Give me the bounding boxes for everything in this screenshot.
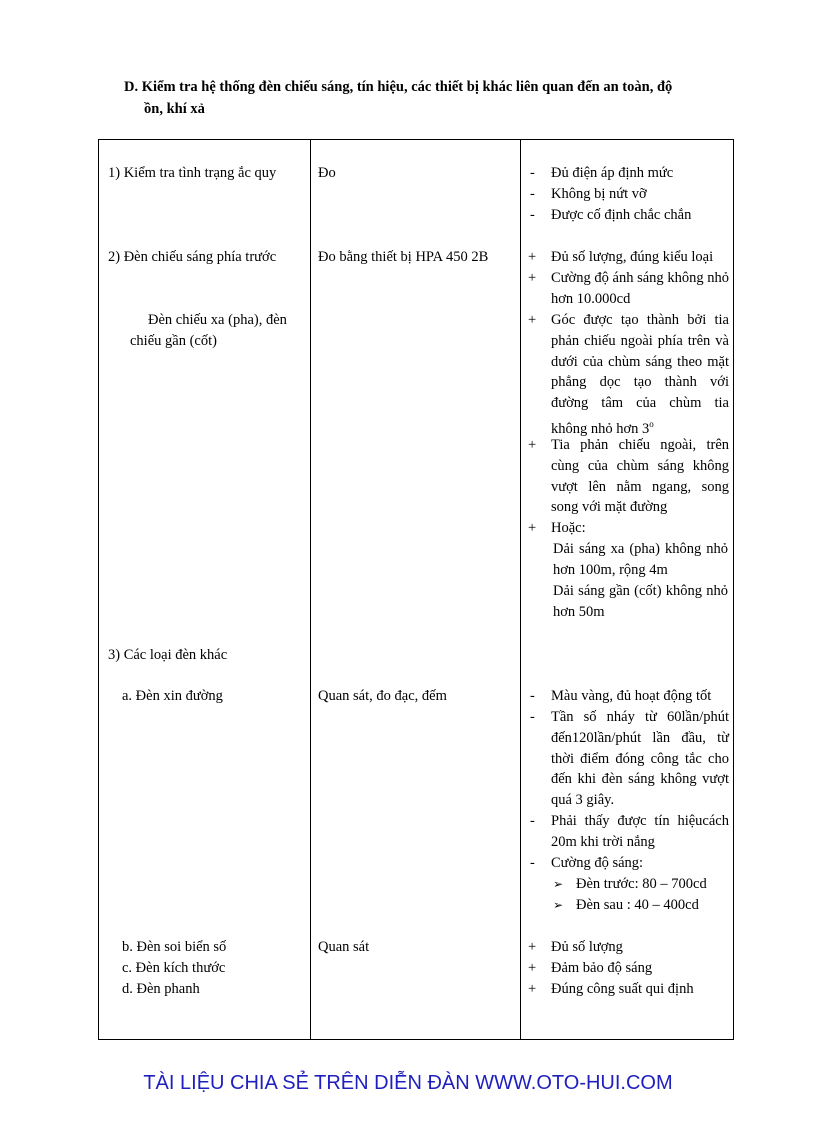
row2-req-5: Hoặc: [551, 520, 586, 536]
dash-marker: - [530, 207, 535, 223]
dash-marker: - [530, 165, 535, 181]
row3bcd-method: Quan sát [318, 939, 370, 955]
dash-marker: - [530, 688, 535, 704]
row2-item: 2) Đèn chiếu sáng phía trước [108, 249, 277, 265]
row3c-item: c. Đèn kích thước [122, 960, 226, 976]
degree-sup: o [649, 418, 654, 429]
row3b-item: b. Đèn soi biển số [122, 939, 227, 955]
row3d-item: d. Đèn phanh [122, 981, 200, 997]
row2-req-3-text: Góc được tạo thành bởi tia phản chiếu ngoài phía trên và dưới của chùm sáng theo mặt phẳng dọc tạo thành với đường tâm của chùm tia không nhỏ hơn 3 [551, 312, 729, 437]
row2-req-5a: Dải sáng xa (pha) không nhỏ hơn 100m, rộng 4m [553, 541, 728, 578]
row2-req-4: Tia phản chiếu ngoài, trên cùng của chùm sáng không vượt lên nằm ngang, song song với mặt đường [551, 437, 729, 516]
column-divider-2 [520, 140, 521, 1039]
plus-marker: + [528, 960, 537, 976]
row1-req-1: Đủ điện áp định mức [551, 165, 674, 181]
row2-sub-line-2: chiếu gần (cốt) [130, 333, 217, 349]
row3bcd-req-2: Đảm bảo độ sáng [551, 960, 653, 976]
row3a-front-light: Đèn trước: 80 – 700cd [576, 876, 707, 892]
row3a-req-1: Màu vàng, đủ hoạt động tốt [551, 688, 712, 704]
row1-req-3: Được cố định chắc chắn [551, 207, 692, 223]
row3a-req-4: Cường độ sáng: [551, 855, 644, 871]
plus-marker: + [528, 270, 537, 286]
row3-item: 3) Các loại đèn khác [108, 647, 228, 663]
row2-sub-line-1: Đèn chiếu xa (pha), đèn [148, 312, 287, 328]
row2-req-2: Cường độ ánh sáng không nhỏ hơn 10.000cd [551, 270, 729, 307]
arrow-bullet-icon: ➢ [553, 898, 564, 912]
row3a-item: a. Đèn xin đường [122, 688, 223, 704]
row1-item: 1) Kiểm tra tình trạng ắc quy [108, 165, 277, 181]
row3bcd-req-3: Đúng công suất qui định [551, 981, 694, 997]
plus-marker: + [528, 520, 537, 536]
footer-link[interactable]: TÀI LIỆU CHIA SẺ TRÊN DIỄN ĐÀN WWW.OTO-HUI.COM [143, 1072, 673, 1094]
heading-line-1: D. Kiểm tra hệ thống đèn chiếu sáng, tín hiệu, các thiết bị khác liên quan đến an toàn, độ [124, 79, 673, 95]
plus-marker: + [528, 939, 537, 955]
row1-req-2: Không bị nứt vỡ [551, 186, 647, 202]
plus-marker: + [528, 249, 537, 265]
row2-req-5b: Dải sáng gần (cốt) không nhỏ hơn 50m [553, 583, 728, 620]
dash-marker: - [530, 855, 535, 871]
row2-req-3 [551, 310, 729, 440]
dash-marker: - [530, 813, 535, 829]
plus-marker: + [528, 312, 537, 328]
row3a-req-3: Phải thấy được tín hiệucách 20m khi trời nắng [551, 813, 729, 850]
column-divider-1 [310, 140, 311, 1039]
dash-marker: - [530, 186, 535, 202]
dash-marker: - [530, 709, 535, 725]
heading-line-2: ồn, khí xả [144, 101, 205, 117]
arrow-bullet-icon: ➢ [553, 877, 564, 891]
row3a-req-2: Tần số nháy từ 60lần/phút đến120lần/phút lần đầu, từ thời điểm đóng công tắc cho đến khi đèn sáng không vượt quá 3 giây. [551, 709, 729, 809]
section-heading [124, 76, 744, 120]
plus-marker: + [528, 437, 537, 453]
row1-method: Đo [318, 165, 336, 181]
plus-marker: + [528, 981, 537, 997]
row3a-method: Quan sát, đo đạc, đếm [318, 688, 447, 704]
row3bcd-req-1: Đủ số lượng [551, 939, 623, 955]
inspection-table [98, 139, 734, 1040]
row2-req-1: Đủ số lượng, đúng kiểu loại [551, 249, 714, 265]
row3a-rear-light: Đèn sau : 40 – 400cd [576, 897, 699, 913]
row2-method: Đo bằng thiết bị HPA 450 2B [318, 249, 489, 265]
